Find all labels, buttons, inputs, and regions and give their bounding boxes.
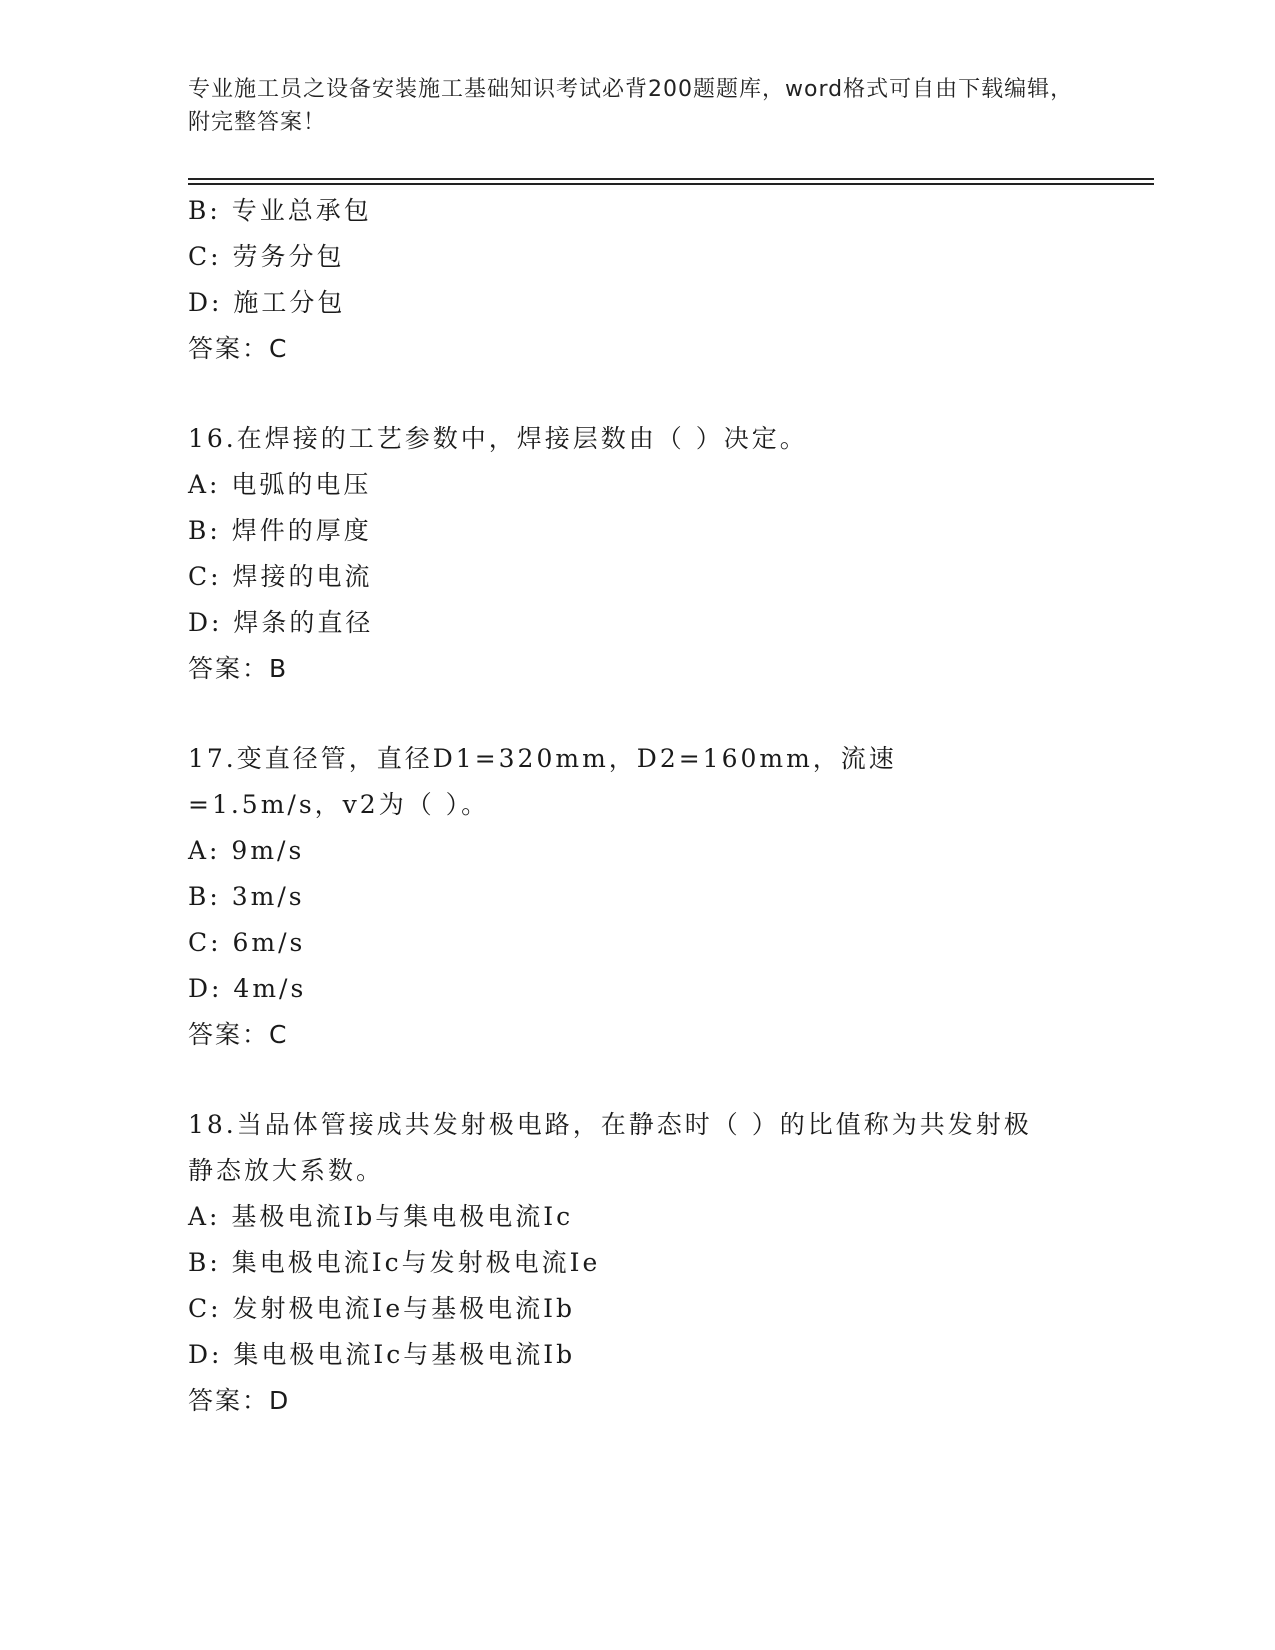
- answer-label: 答案：D: [188, 1386, 291, 1415]
- option-a: A: 9m/s: [188, 836, 305, 865]
- answer-label: 答案：C: [188, 1020, 289, 1049]
- question-text: 18.当品体管接成共发射极电路，在静态时（ ）的比值称为共发射极静态放大系数。: [188, 1110, 1032, 1185]
- spacer: [188, 1058, 1088, 1102]
- header-divider-top: [188, 178, 1154, 180]
- question-list: [188, 188, 1088, 1424]
- question-text: 17.变直径管，直径D1=320mm，D2=160mm，流速=1.5m/s，v2为（ ）。: [188, 744, 897, 819]
- option-a: A: 电弧的电压: [188, 470, 372, 499]
- option-c: C: 发射极电流Ie与基极电流Ib: [188, 1294, 576, 1323]
- option-d: D: 集电极电流Ic与基极电流Ib: [188, 1340, 576, 1369]
- question-block: [188, 1102, 1088, 1424]
- answer-label: 答案：B: [188, 654, 289, 683]
- answer-label: 答案：C: [188, 334, 289, 363]
- option-d: D: 施工分包: [188, 288, 346, 317]
- page-header-title: 专业施工员之设备安装施工基础知识考试必背200题题库，word格式可自由下载编辑，附完整答案！: [188, 77, 1074, 135]
- question-text: 16.在焊接的工艺参数中，焊接层数由（ ）决定。: [188, 424, 808, 453]
- question-block: [188, 416, 1088, 692]
- header-divider-bottom: [188, 183, 1154, 185]
- option-a: A: 基极电流Ib与集电极电流Ic: [188, 1202, 574, 1231]
- question-block: [188, 736, 1088, 1058]
- option-d: D: 焊条的直径: [188, 608, 374, 637]
- question-block: [188, 188, 1088, 372]
- spacer: [188, 692, 1088, 736]
- option-c: C: 焊接的电流: [188, 562, 373, 591]
- spacer: [188, 372, 1088, 416]
- option-c: C: 劳务分包: [188, 242, 345, 271]
- option-b: B: 3m/s: [188, 882, 305, 911]
- option-b: B: 集电极电流Ic与发射极电流Ie: [188, 1248, 601, 1277]
- option-d: D: 4m/s: [188, 974, 307, 1003]
- option-b: B: 焊件的厚度: [188, 516, 372, 545]
- option-b: B: 专业总承包: [188, 196, 372, 225]
- option-c: C: 6m/s: [188, 928, 306, 957]
